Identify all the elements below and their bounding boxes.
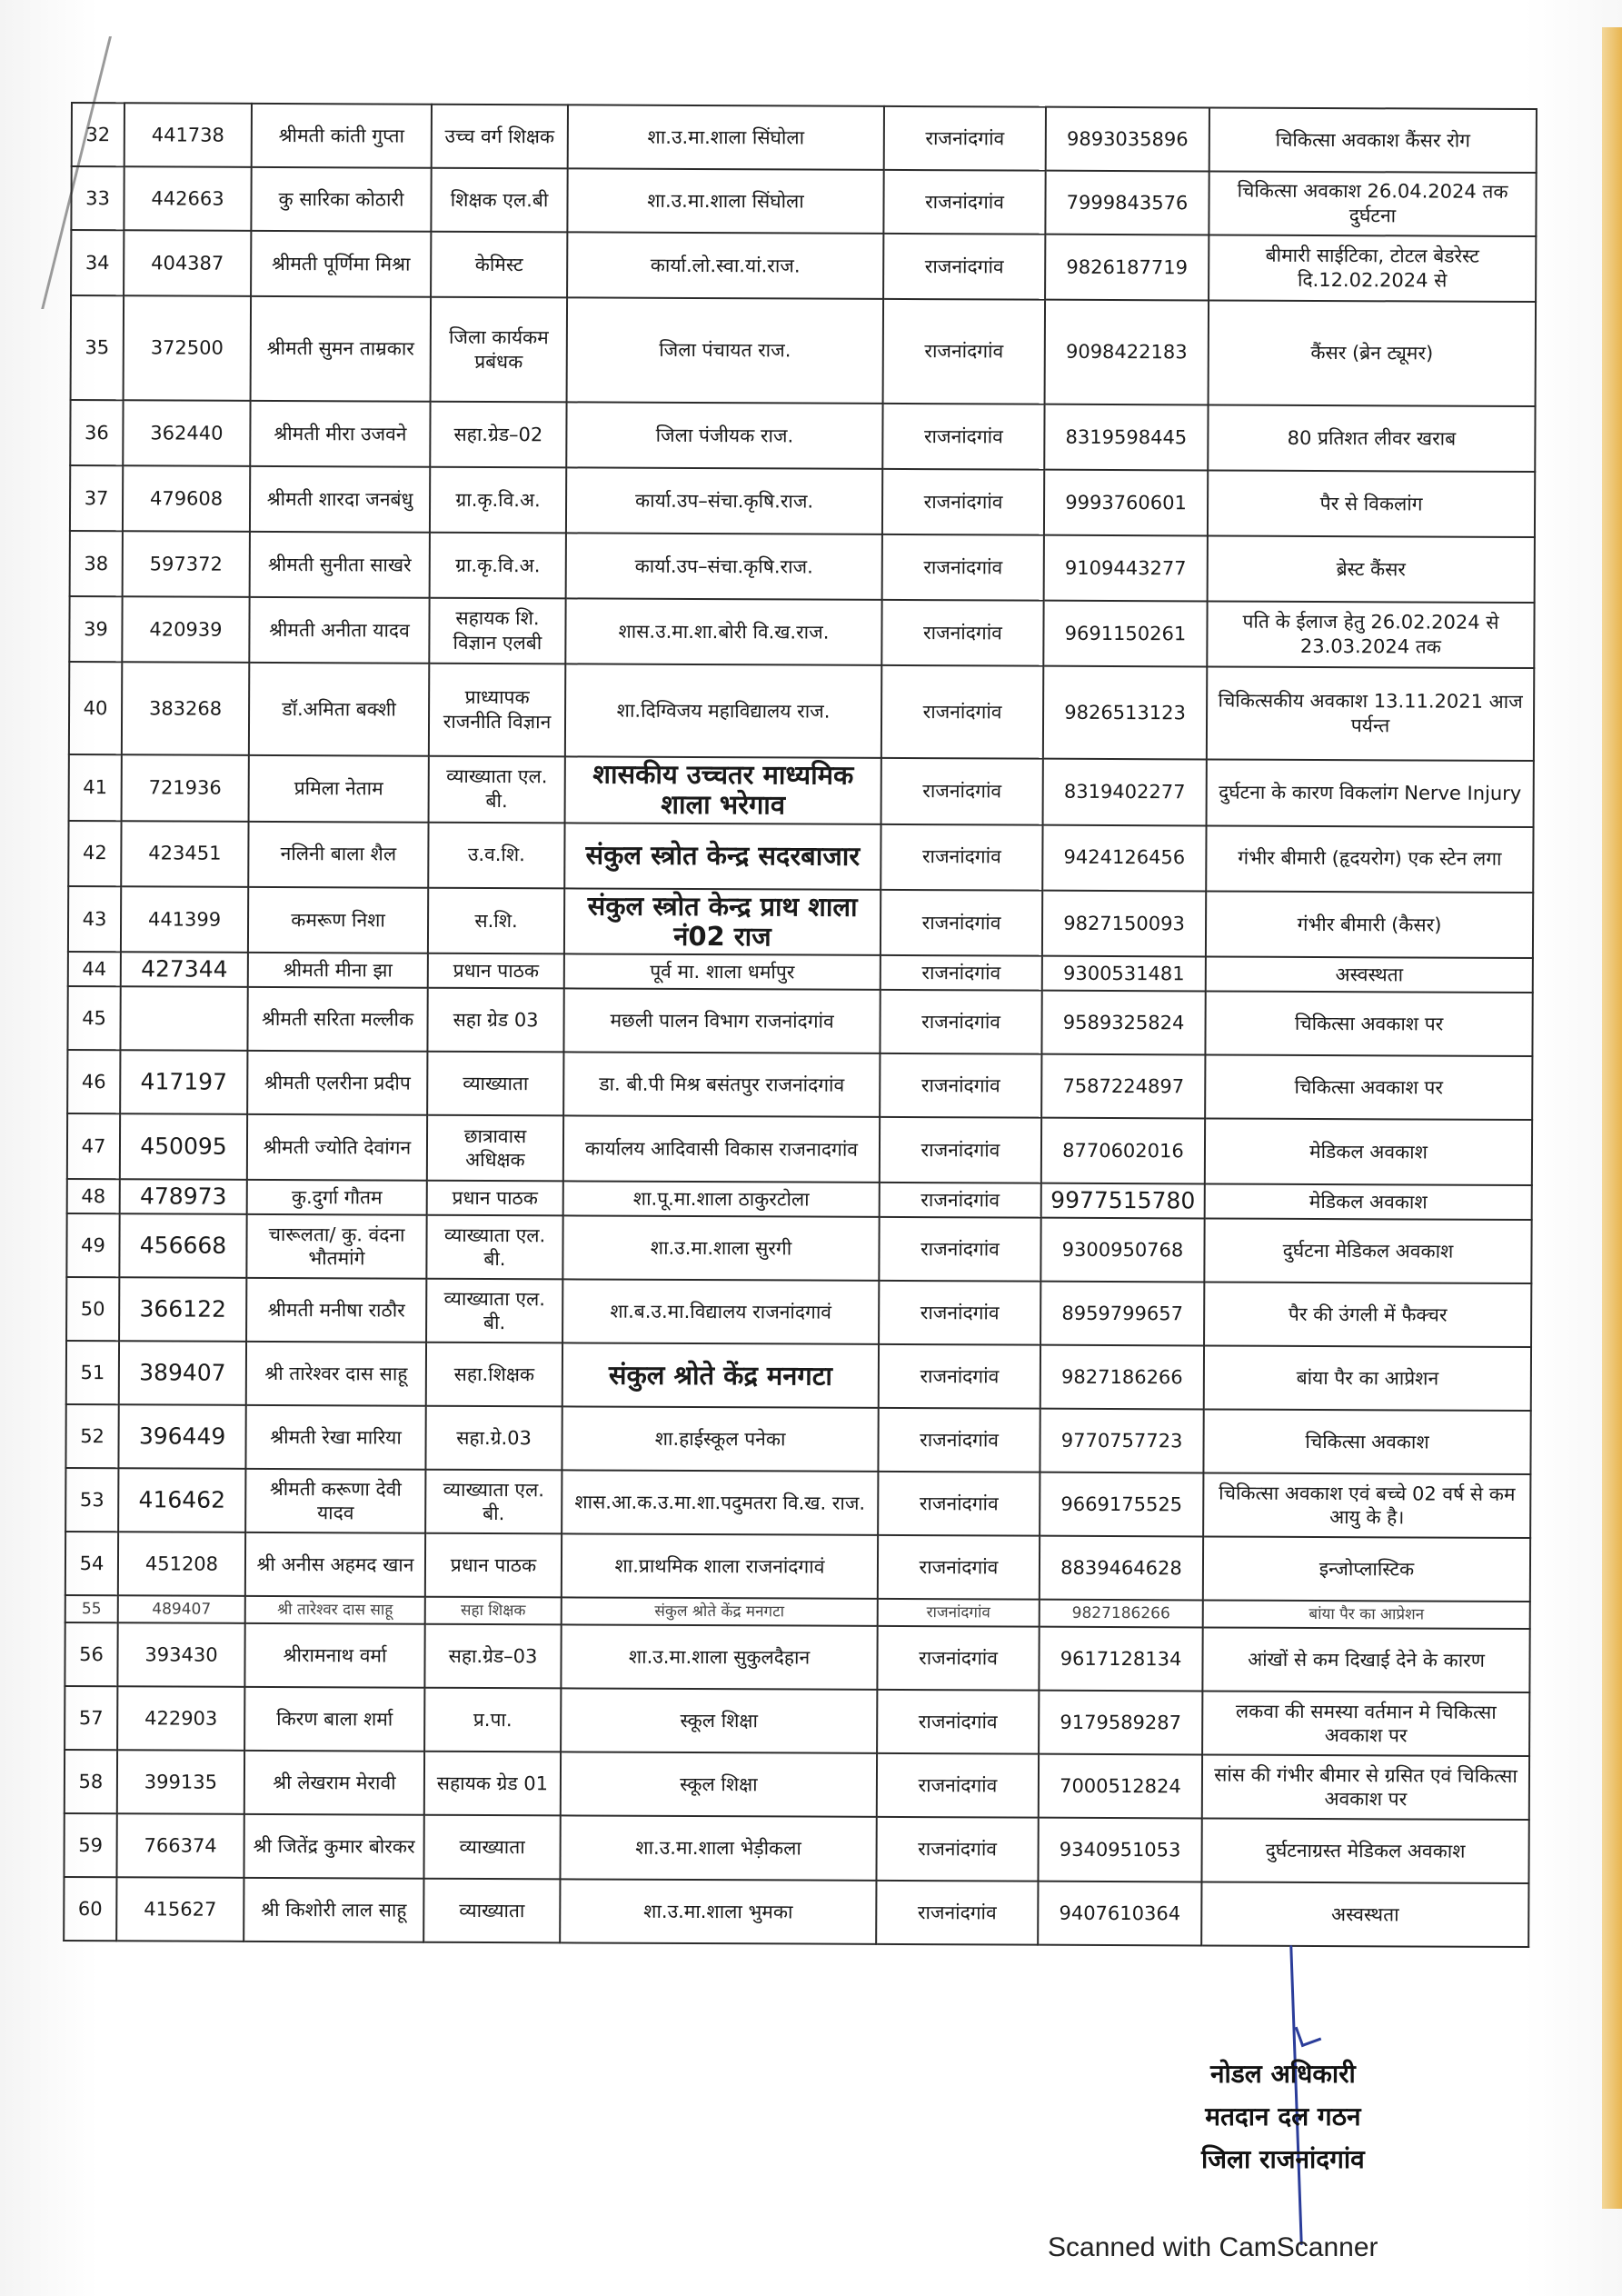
mobile-number-cell: 9424126456	[1042, 824, 1206, 891]
employee-name-cell: कमरूण निशा	[248, 887, 428, 954]
employee-name-cell: श्रीमती शारदा जनबंधु	[250, 466, 430, 533]
employee-name-cell: श्रीमती मीरा उजवने	[250, 401, 430, 467]
office-cell: शा.दिग्विजय महाविद्यालय राज.	[565, 664, 881, 758]
employee-id-cell: 441738	[124, 103, 252, 167]
reason-cell: इन्जोप्लास्टिक	[1203, 1537, 1530, 1602]
serial-number-cell: 40	[69, 662, 122, 754]
mobile-number-cell: 7000512824	[1039, 1754, 1202, 1819]
district-cell: राजनांदगांव	[876, 1817, 1038, 1882]
reason-cell: कैंसर (ब्रेन ट्यूमर)	[1209, 300, 1536, 406]
designation-cell: ग्रा.कृ.वि.अ.	[430, 533, 566, 599]
serial-number-cell: 43	[68, 886, 121, 953]
office-cell: कार्या.लो.स्वा.यां.राज.	[567, 232, 883, 299]
mobile-number-cell: 9589325824	[1041, 991, 1205, 1055]
serial-number-cell: 51	[66, 1341, 119, 1404]
office-cell: शा.उ.मा.शाला भुमका	[560, 1880, 876, 1945]
employee-id-cell: 372500	[124, 295, 252, 401]
employee-id-cell: 451208	[118, 1532, 245, 1597]
reason-cell: चिकित्सा अवकाश 26.04.2024 तक दुर्घटना	[1209, 171, 1536, 236]
employee-id-cell: 396449	[118, 1405, 245, 1470]
mobile-number-cell: 9826187719	[1045, 235, 1209, 301]
mobile-number-cell: 9617128134	[1039, 1627, 1202, 1692]
serial-number-cell: 58	[65, 1750, 117, 1813]
designation-cell: व्याख्याता एल. बी.	[429, 756, 565, 823]
employee-id-cell: 721936	[122, 754, 249, 821]
serial-number-cell: 55	[65, 1595, 118, 1622]
reason-cell: मेडिकल अवकाश	[1205, 1119, 1532, 1186]
serial-number-cell: 53	[65, 1468, 118, 1532]
signature-district: जिला राजनांदगांव	[1201, 2144, 1365, 2174]
employee-name-cell: श्रीमती सरिता मल्लीक	[247, 987, 427, 1052]
designation-cell: उच्च वर्ग शिक्षक	[432, 105, 568, 169]
designation-cell: सहा.ग्रे.03	[425, 1406, 562, 1471]
employee-id-cell: 479608	[123, 465, 250, 532]
table-row	[67, 1113, 1532, 1185]
district-cell: राजनांदगांव	[882, 534, 1044, 601]
serial-number-cell: 46	[67, 1050, 120, 1113]
designation-cell: ग्रा.कृ.वि.अ.	[430, 467, 566, 534]
employee-name-cell: श्रीमती मीना झा	[248, 953, 428, 988]
office-cell: मछली पालन विभाग राजनांदगांव	[563, 989, 880, 1054]
designation-cell: सहा.शिक्षक	[426, 1343, 562, 1407]
mobile-number-cell: 8319598445	[1044, 404, 1208, 471]
mobile-number-cell: 8839464628	[1040, 1536, 1203, 1601]
mobile-number-cell: 7999843576	[1045, 171, 1209, 235]
district-cell: राजनांदगांव	[881, 665, 1043, 759]
reason-cell: चिकित्सा अवकाश एवं बच्चे 02 वर्ष से कम आयु के है।	[1203, 1473, 1530, 1539]
office-cell: शा.ब.उ.मा.विद्यालय राजनांदगावं	[562, 1280, 879, 1345]
employee-name-cell: कु सारिका कोठारी	[251, 167, 431, 232]
table-row	[67, 986, 1532, 1056]
table-row	[72, 103, 1537, 173]
designation-cell: प्रधान पाठक	[427, 1181, 563, 1216]
employee-name-cell: श्री तारेश्वर दास साहू	[246, 1342, 426, 1406]
scan-edge	[1602, 27, 1622, 2209]
office-cell: शा.उ.मा.शाला भेड़ीकला	[560, 1816, 876, 1882]
district-cell: राजनांदगांव	[878, 1599, 1040, 1627]
reason-cell: पति के ईलाज हेतु 26.02.2024 से 23.03.2024 तक	[1207, 601, 1534, 668]
district-cell: राजनांदगांव	[881, 758, 1043, 824]
mobile-number-cell: 8319402277	[1043, 759, 1207, 825]
mobile-number-cell: 9770757723	[1040, 1409, 1203, 1473]
reason-cell: ब्रेस्ट कैंसर	[1208, 535, 1535, 603]
mobile-number-cell: 9407610364	[1038, 1882, 1201, 1946]
designation-cell: प्र.पा.	[424, 1688, 561, 1752]
reason-cell: चिकित्सा अवकाश	[1203, 1410, 1530, 1475]
reason-cell: चिकित्सा अवकाश कैंसर रोग	[1209, 107, 1537, 173]
camscanner-watermark: Scanned with CamScanner	[1048, 2232, 1378, 2262]
mobile-number-cell: 8770602016	[1041, 1118, 1205, 1184]
table-row	[71, 295, 1536, 406]
table-row	[70, 465, 1535, 537]
district-cell: राजनांदगांव	[878, 1408, 1040, 1472]
office-cell: शास.उ.मा.शा.बोरी वि.ख.राज.	[565, 598, 881, 665]
signature-department: मतदान दल गठन	[1205, 2101, 1361, 2131]
district-cell: राजनांदगांव	[884, 106, 1046, 171]
table-row	[65, 1686, 1529, 1756]
employee-table	[63, 102, 1537, 1948]
district-cell: राजनांदगांव	[880, 1117, 1041, 1183]
signature-block	[1201, 2052, 1365, 2181]
serial-number-cell: 32	[72, 103, 124, 166]
district-cell: राजनांदगांव	[880, 1053, 1041, 1118]
employee-id-cell: 415627	[116, 1878, 244, 1942]
mobile-number-cell: 9993760601	[1044, 470, 1208, 536]
signature-title: नोडल अधिकारी	[1209, 2059, 1356, 2089]
designation-cell: जिला कार्यकम प्रबंधक	[431, 297, 568, 403]
designation-cell: सहा शिक्षक	[425, 1597, 562, 1625]
table-row	[65, 1622, 1529, 1692]
serial-number-cell: 36	[70, 400, 123, 465]
table-row	[66, 1341, 1531, 1411]
district-cell: राजनांदगांव	[881, 955, 1042, 991]
district-cell: राजनांदगांव	[880, 990, 1041, 1054]
serial-number-cell: 57	[65, 1686, 117, 1750]
employee-id-cell: 456668	[119, 1214, 246, 1279]
table-row	[68, 821, 1533, 893]
employee-name-cell: श्री अनीस अहमद खान	[245, 1532, 425, 1597]
district-cell: राजनांदगांव	[879, 1217, 1040, 1282]
office-cell: शा.उ.मा.शाला सुरगी	[562, 1216, 879, 1282]
serial-number-cell: 50	[66, 1277, 119, 1341]
employee-name-cell: चारूलता/ कु. वंदना भौतमांगे	[246, 1214, 426, 1279]
district-cell: राजनांदगांव	[878, 1472, 1040, 1536]
employee-name-cell: श्रीमती सुमन ताम्रकार	[251, 296, 431, 402]
designation-cell: उ.व.शि.	[428, 822, 564, 888]
table-row	[65, 1404, 1530, 1474]
employee-name-cell: श्रीमती एलरीना प्रदीप	[247, 1051, 427, 1115]
serial-number-cell: 34	[71, 230, 124, 295]
serial-number-cell: 42	[68, 821, 121, 886]
table-row	[69, 662, 1534, 761]
designation-cell: व्याख्याता एल. बी.	[425, 1470, 562, 1534]
employee-id-cell: 389407	[119, 1342, 246, 1406]
employee-id-cell: 427344	[121, 953, 248, 988]
office-cell: डा. बी.पी मिश्र बसंतपुर राजनांदगांव	[563, 1053, 880, 1118]
office-cell: कार्या.उप–संचा.कृषि.राज.	[566, 467, 882, 534]
employee-id-cell: 597372	[123, 531, 250, 597]
district-cell: राजनांदगांव	[882, 469, 1044, 535]
reason-cell: चिकित्सकीय अवकाश 13.11.2021 आज पर्यन्त	[1207, 666, 1534, 761]
district-cell: राजनांदगांव	[883, 299, 1046, 404]
serial-number-cell: 60	[64, 1877, 116, 1941]
mobile-number-cell: 9691150261	[1043, 601, 1207, 667]
district-cell: राजनांदगांव	[877, 1753, 1039, 1818]
designation-cell: प्रधान पाठक	[425, 1533, 562, 1598]
office-cell: स्कूल शिक्षा	[561, 1689, 877, 1754]
table-row	[66, 1277, 1531, 1347]
office-cell: शा.उ.मा.शाला सिंघोला	[568, 105, 884, 170]
mobile-number-cell: 9827186266	[1040, 1345, 1204, 1410]
serial-number-cell: 38	[70, 531, 123, 596]
serial-number-cell: 47	[67, 1113, 120, 1179]
table-row	[69, 754, 1534, 827]
district-cell: राजनांदगांव	[883, 234, 1045, 300]
designation-cell: सहायक शि. विज्ञान एलबी	[429, 598, 565, 664]
serial-number-cell: 33	[71, 166, 124, 230]
office-cell: शासकीय उच्चतर माध्यमिक शाला भरेगाव	[565, 756, 881, 824]
mobile-number-cell: 9340951053	[1038, 1818, 1201, 1882]
employee-id-cell: 442663	[124, 166, 251, 231]
office-cell: शास.आ.क.उ.मा.शा.पदुमतरा वि.ख. राज.	[562, 1471, 878, 1536]
district-cell: राजनांदगांव	[881, 824, 1042, 891]
table-row	[70, 400, 1535, 472]
district-cell: राजनांदगांव	[881, 890, 1042, 956]
reason-cell: गंभीर बीमारी (हृदयरोग) एक स्टेन लगा	[1206, 825, 1533, 893]
reason-cell: गंभीर बीमारी (कैसर)	[1206, 891, 1533, 958]
table-row	[67, 1050, 1532, 1120]
designation-cell: प्राध्यापक राजनीति विज्ञान	[429, 664, 565, 757]
mobile-number-cell: 9827150093	[1042, 890, 1206, 956]
designation-cell: व्याख्याता एल. बी.	[426, 1279, 562, 1343]
employee-name-cell: कु.दुर्गा गौतम	[247, 1180, 427, 1215]
office-cell: जिला पंचायत राज.	[567, 297, 883, 404]
serial-number-cell: 54	[65, 1532, 118, 1595]
employee-id-cell: 416462	[118, 1469, 245, 1533]
office-cell: शा.उ.मा.शाला सिंघोला	[567, 168, 883, 234]
employee-name-cell: प्रमिला नेताम	[249, 755, 429, 823]
table-body	[64, 103, 1537, 1947]
employee-id-cell: 441399	[121, 886, 248, 953]
serial-number-cell: 39	[69, 596, 122, 662]
employee-id-cell: 423451	[121, 821, 248, 887]
table-row	[71, 230, 1536, 302]
employee-name-cell: श्रीमती करूणा देवी यादव	[245, 1469, 425, 1533]
office-cell: जिला पंजीयक राज.	[566, 402, 882, 469]
mobile-number-cell: 9098422183	[1045, 300, 1209, 405]
office-cell: संकुल स्त्रोत केन्द्र सदरबाजार	[564, 823, 881, 890]
reason-cell: अस्वस्थता	[1201, 1882, 1528, 1948]
reason-cell: मेडिकल अवकाश	[1205, 1184, 1532, 1221]
office-cell: संकुल श्रोते केंद्र मनगटा	[562, 1343, 879, 1409]
reason-cell: दुर्घटनाग्रस्त मेडिकल अवकाश	[1201, 1819, 1528, 1884]
table-row	[65, 1532, 1530, 1602]
district-cell: राजनांदगांव	[876, 1881, 1038, 1945]
employee-id-cell	[120, 987, 247, 1052]
designation-cell: सहा.ग्रेड–03	[424, 1624, 561, 1689]
table-row	[69, 596, 1534, 668]
office-cell: संकुल श्रोते केंद्र मनगटा	[562, 1598, 878, 1627]
employee-id-cell: 404387	[124, 230, 251, 296]
office-cell: स्कूल शिक्षा	[561, 1752, 877, 1818]
office-cell: कार्यालय आदिवासी विकास राजनादगांव	[563, 1116, 880, 1183]
table-row	[65, 1468, 1530, 1538]
employee-name-cell: श्रीमती पूर्णिमा मिश्रा	[251, 231, 431, 297]
district-cell: राजनांदगांव	[877, 1690, 1039, 1754]
designation-cell: व्याख्याता	[423, 1815, 560, 1880]
office-cell: कार्या.उप–संचा.कृषि.राज.	[566, 533, 882, 600]
mobile-number-cell: 9893035896	[1046, 107, 1209, 172]
designation-cell: स.शि.	[428, 887, 564, 953]
employee-name-cell: नलिनी बाला शैल	[248, 822, 428, 888]
employee-id-cell: 450095	[120, 1114, 247, 1181]
mobile-number-cell: 9300531481	[1042, 956, 1206, 992]
serial-number-cell: 56	[65, 1622, 117, 1686]
employee-id-cell: 478973	[120, 1180, 247, 1215]
employee-name-cell: श्रीमती मनीषा राठौर	[246, 1278, 426, 1343]
reason-cell: 80 प्रतिशत लीवर खराब	[1208, 404, 1535, 472]
office-cell: पूर्व मा. शाला धर्मापुर	[564, 954, 881, 991]
table-row	[71, 166, 1536, 236]
mobile-number-cell: 9827186266	[1040, 1600, 1203, 1628]
table-row	[68, 886, 1533, 959]
designation-cell: छात्रावास अधिक्षक	[427, 1115, 563, 1182]
table-row	[66, 1213, 1531, 1283]
employee-name-cell: श्रीमती कांती गुप्ता	[252, 104, 432, 168]
serial-number-cell: 45	[67, 986, 120, 1050]
designation-cell: व्याख्याता	[427, 1052, 563, 1116]
serial-number-cell: 37	[70, 465, 123, 531]
district-cell: राजनांदगांव	[883, 170, 1045, 235]
reason-cell: बांया पैर का आप्रेशन	[1203, 1601, 1530, 1630]
table-row	[64, 1877, 1528, 1947]
office-cell: शा.प्राथमिक शाला राजनांदगावं	[562, 1534, 878, 1600]
reason-cell: लकवा की समस्या वर्तमान मे चिकित्सा अवकाश पर	[1202, 1692, 1529, 1757]
designation-cell: सहा ग्रेड 03	[427, 988, 563, 1053]
employee-name-cell: किरण बाला शर्मा	[244, 1687, 424, 1752]
designation-cell: केमिस्ट	[431, 232, 567, 298]
serial-number-cell: 41	[69, 754, 122, 821]
district-cell: राजनांदगांव	[882, 404, 1044, 470]
designation-cell: सहा.ग्रेड–02	[430, 402, 566, 468]
employee-name-cell: श्री जितेंद्र कुमार बोरकर	[244, 1814, 423, 1879]
serial-number-cell: 49	[66, 1213, 119, 1277]
reason-cell: चिकित्सा अवकाश पर	[1205, 992, 1532, 1057]
district-cell: राजनांदगांव	[879, 1344, 1040, 1409]
employee-name-cell: श्री तारेश्वर दास साहू	[245, 1596, 425, 1624]
reason-cell: बीमारी साईटिका, टोटल बेडरेस्ट दि.12.02.2024 से	[1209, 235, 1536, 302]
serial-number-cell: 52	[65, 1404, 118, 1468]
employee-name-cell: श्री लेखराम मेरावी	[244, 1751, 424, 1815]
employee-id-cell: 393430	[117, 1623, 244, 1688]
serial-number-cell: 48	[67, 1179, 120, 1213]
employee-id-cell: 489407	[118, 1596, 245, 1624]
mobile-number-cell: 9300950768	[1040, 1218, 1204, 1283]
designation-cell: व्याख्याता एल. बी.	[426, 1215, 562, 1280]
reason-cell: चिकित्सा अवकाश पर	[1205, 1055, 1532, 1121]
mobile-number-cell: 9179589287	[1039, 1691, 1202, 1755]
reason-cell: दुर्घटना मेडिकल अवकाश	[1204, 1219, 1531, 1284]
reason-cell: दुर्घटना के कारण विकलांग Nerve Injury	[1207, 759, 1534, 826]
table-row	[64, 1813, 1528, 1883]
district-cell: राजनांदगांव	[877, 1626, 1039, 1691]
designation-cell: शिक्षक एल.बी	[431, 168, 567, 233]
employee-name-cell: श्रीमती सुनीता साखरे	[250, 532, 430, 598]
employee-name-cell: श्रीरामनाथ वर्मा	[244, 1623, 424, 1688]
employee-id-cell: 766374	[116, 1814, 244, 1879]
mobile-number-cell: 9826513123	[1043, 666, 1207, 760]
employee-name-cell: श्रीमती ज्योति देवांगन	[247, 1114, 427, 1181]
mobile-number-cell: 9977515780	[1041, 1183, 1205, 1219]
employee-id-cell: 383268	[122, 662, 249, 755]
designation-cell: सहायक ग्रेड 01	[424, 1752, 561, 1816]
employee-id-cell: 417197	[120, 1051, 247, 1115]
employee-name-cell: डॉ.अमिता बक्शी	[249, 663, 429, 756]
table-row	[65, 1750, 1529, 1820]
employee-name-cell: श्री किशोरी लाल साहू	[244, 1878, 423, 1942]
designation-cell: व्याख्याता	[423, 1879, 560, 1943]
mobile-number-cell: 7587224897	[1041, 1054, 1205, 1119]
employee-name-cell: श्रीमती रेखा मारिया	[245, 1405, 425, 1470]
district-cell: राजनांदगांव	[879, 1281, 1040, 1345]
reason-cell: आंखों से कम दिखाई देने के कारण	[1202, 1628, 1529, 1693]
reason-cell: पैर की उंगली में फैक्चर	[1204, 1283, 1531, 1348]
serial-number-cell: 35	[71, 295, 124, 400]
district-cell: राजनांदगांव	[878, 1535, 1040, 1600]
serial-number-cell: 59	[64, 1813, 116, 1877]
mobile-number-cell: 9669175525	[1040, 1472, 1203, 1537]
reason-cell: सांस की गंभीर बीमार से ग्रसित एवं चिकित्सा अवकाश पर	[1202, 1755, 1529, 1821]
mobile-number-cell: 9109443277	[1044, 535, 1208, 602]
table-row	[70, 531, 1535, 603]
employee-id-cell: 422903	[117, 1687, 244, 1752]
district-cell: राजनांदगांव	[881, 600, 1043, 666]
reason-cell: पैर से विकलांग	[1208, 470, 1535, 537]
employee-name-cell: श्रीमती अनीता यादव	[249, 597, 429, 664]
reason-cell: अस्वस्थता	[1206, 957, 1533, 993]
serial-number-cell: 44	[68, 952, 121, 986]
office-cell: शा.हाईस्कूल पनेका	[562, 1407, 878, 1472]
office-cell: संकुल स्त्रोत केन्द्र प्राथ शाला नं02 राज	[564, 888, 881, 955]
designation-cell: प्रधान पाठक	[428, 953, 564, 989]
office-cell: शा.पू.मा.शाला ठाकुरटोला	[563, 1182, 880, 1218]
reason-cell: बांया पैर का आप्रेशन	[1204, 1346, 1531, 1412]
employee-id-cell: 399135	[117, 1751, 244, 1815]
mobile-number-cell: 8959799657	[1040, 1282, 1204, 1346]
employee-id-cell: 362440	[123, 400, 250, 466]
district-cell: राजनांदगांव	[880, 1183, 1041, 1218]
employee-id-cell: 366122	[119, 1278, 246, 1343]
office-cell: शा.उ.मा.शाला सुकुलदैहान	[561, 1625, 877, 1691]
employee-id-cell: 420939	[122, 596, 249, 663]
